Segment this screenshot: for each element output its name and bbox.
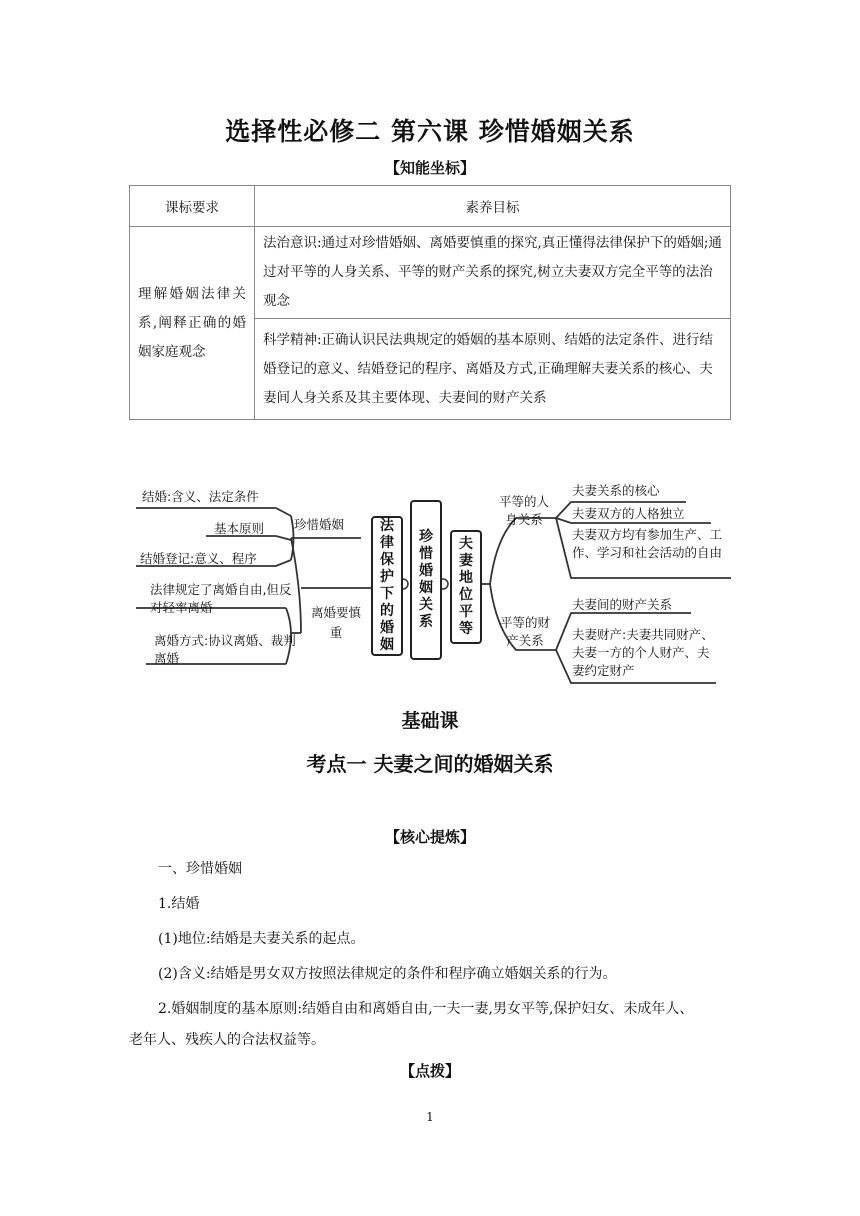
mm-divorce-methods: 离婚方式:协议离婚、裁判离婚	[154, 633, 296, 666]
para-cherish: 一、珍惜婚姻	[158, 861, 242, 877]
table-header-row	[130, 186, 731, 227]
page-title: 选择性必修二 第六课 珍惜婚姻关系	[225, 117, 635, 146]
section-label-core: 【核心提炼】	[384, 828, 475, 846]
mm-participation: 夫妻双方均有参加生产、工作、学习和社会活动的自由	[572, 527, 723, 560]
mm-center: 珍惜婚姻关系	[410, 500, 442, 660]
mm-independence: 夫妻双方的人格独立	[572, 506, 685, 521]
mm-marriage: 结婚:含义、法定条件	[142, 489, 259, 504]
mm-registration: 结婚登记:意义、程序	[140, 551, 257, 566]
goal-cell-science: 科学精神:正确认识民法典规定的婚姻的基本原则、结婚的法定条件、进行结婚登记的意义、结婚登记的程序、离婚及方式,正确理解夫妻关系的核心、夫妻间人身关系及其主要体现、夫妻间的财产关系	[255, 319, 731, 420]
mind-map	[126, 478, 738, 688]
mm-left-center: 法律保护下的婚姻	[371, 516, 403, 656]
mm-branch-cherish: 珍惜婚姻	[294, 517, 345, 532]
mm-equal-personal: 平等的人身关系	[498, 494, 549, 527]
mm-branch-divorce: 离婚要慎重	[310, 605, 361, 640]
para-position: (1)地位:结婚是夫妻关系的起点。	[158, 931, 365, 947]
para-principles: 2.婚姻制度的基本原则:结婚自由和离婚自由,一夫一妻,男女平等,保护妇女、未成年人、	[158, 1001, 694, 1017]
para-principles-cont: 老年人、残疾人的合法权益等。	[129, 1032, 325, 1048]
point-title: 考点一 夫妻之间的婚姻关系	[306, 752, 554, 776]
requirement-cell: 理解婚姻法律关系,阐释正确的婚姻家庭观念	[130, 227, 255, 420]
mm-core: 夫妻关系的核心	[572, 483, 660, 498]
lesson-type: 基础课	[401, 710, 459, 732]
section-label-zhineng: 【知能坐标】	[384, 159, 475, 177]
mm-basic-principle: 基本原则	[214, 521, 265, 536]
table-row	[130, 227, 731, 319]
mm-equal-property: 平等的财产关系	[499, 615, 550, 648]
mm-property-relation: 夫妻间的财产关系	[572, 597, 673, 612]
para-marriage: 1.结婚	[158, 896, 200, 912]
table-header-requirement: 课标要求	[130, 186, 255, 227]
mm-right-center: 夫妻地位平等	[450, 530, 482, 644]
para-meaning: (2)含义:结婚是男女双方按照法律规定的条件和程序确立婚姻关系的行为。	[158, 966, 617, 982]
table-header-goal: 素养目标	[255, 186, 731, 227]
mm-property-types: 夫妻财产:夫妻共同财产、夫妻一方的个人财产、夫妻约定财产	[572, 627, 714, 678]
page-number: 1	[426, 1110, 434, 1124]
mm-divorce-freedom: 法律规定了离婚自由,但反对轻率离婚	[150, 582, 292, 615]
goal-cell-law: 法治意识:通过对珍惜婚姻、离婚要慎重的探究,真正懂得法律保护下的婚姻;通过对平等的人身关系、平等的财产关系的探究,树立夫妻双方完全平等的法治观念	[255, 227, 731, 319]
section-label-tip: 【点拨】	[399, 1062, 460, 1080]
goals-table	[129, 185, 731, 420]
